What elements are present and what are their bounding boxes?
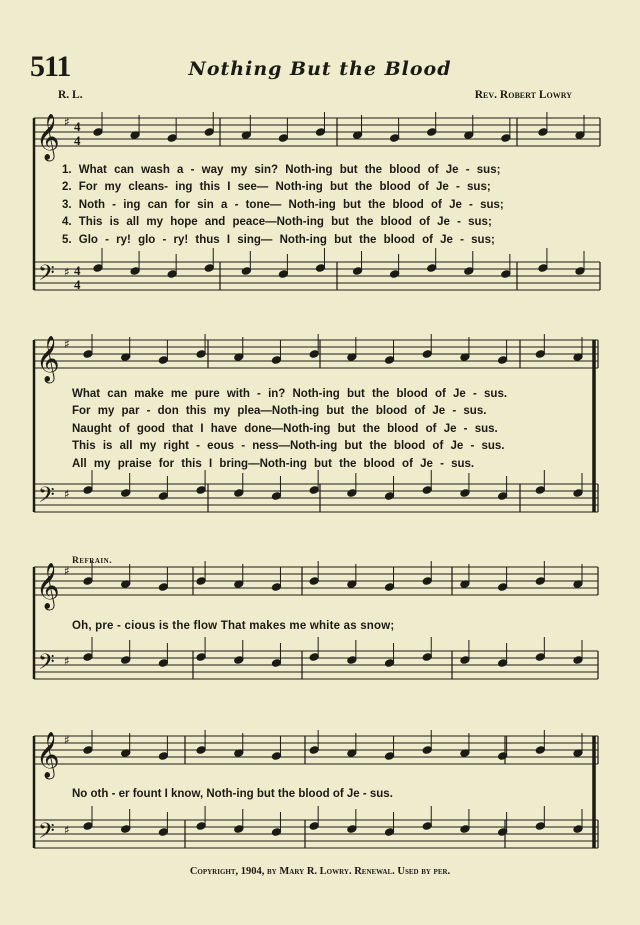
note-head [460,825,470,834]
note-head [535,822,545,831]
treble-clef-icon: 𝄞 [36,114,60,160]
note-head [204,264,214,273]
note-head [83,350,93,359]
note-head [422,486,432,495]
refrain-lyric-line-2: No oth - er fount I know, Noth-ing but the blood of Je - sus. [72,788,393,800]
note-head [278,270,288,279]
note-head [196,746,206,755]
hymn-title: Nothing But the Blood [188,58,452,80]
note-head [309,746,319,755]
note-head [271,492,281,501]
note-head [130,267,140,276]
note-head [535,653,545,662]
note-head [538,264,548,273]
time-signature: 4 [74,119,81,134]
note-head [234,656,244,665]
note-head [167,270,177,279]
note-head [353,267,363,276]
key-sharp-icon: ♯ [64,337,70,351]
note-head [498,659,508,668]
note-head [385,356,395,365]
note-head [464,267,474,276]
copyright-notice: Copyright, 1904, by Mary R. Lowry. Renewal. Used by per. [189,866,451,877]
key-sharp-icon: ♯ [64,654,70,668]
note-head [315,128,325,137]
verse-lyric-line: This is all my right - eous - ness—Noth-ing but the blood of Je - sus. [72,440,505,453]
note-head [271,583,281,592]
note-head [83,577,93,586]
note-head [196,486,206,495]
note-head [278,134,288,143]
note-head [460,656,470,665]
time-signature: 4 [74,133,81,148]
note-head [158,752,168,761]
note-head [347,656,357,665]
note-head [575,267,585,276]
note-head [158,828,168,837]
note-head [158,492,168,501]
verse-lyric-line: 1. What can wash a - way my sin? Noth-ing but the blood of Je - sus; [62,164,501,176]
key-sharp-icon: ♯ [64,733,70,747]
note-head [535,577,545,586]
bass-clef-icon: 𝄢 [38,819,55,849]
verse-lyric-line: 2. For my cleans- ing this I see— Noth-ing but the blood of Je - sus; [62,181,491,194]
note-head [83,653,93,662]
note-head [385,828,395,837]
note-head [121,489,131,498]
note-head [427,128,437,137]
note-head [385,659,395,668]
verse-lyric-line: All my praise for this I bring—Noth-ing but the blood of Je - sus. [72,457,475,470]
bass-clef-icon: 𝄢 [38,650,55,680]
note-head [309,653,319,662]
note-head [93,128,103,137]
refrain-label: Refrain. [72,556,113,566]
note-head [573,656,583,665]
note-head [347,489,357,498]
note-head [385,583,395,592]
note-head [422,822,432,831]
note-head [498,492,508,501]
note-head [460,489,470,498]
key-sharp-icon: ♯ [64,115,70,129]
refrain-lyric-line-1: Oh, pre - cious is the flow That makes me white as snow; [72,620,395,632]
note-head [167,134,177,143]
time-signature: 4 [74,277,81,292]
note-head [315,264,325,273]
note-head [498,356,508,365]
composer-credit: Rev. Robert Lowry [474,89,572,101]
note-head [271,828,281,837]
note-head [271,659,281,668]
lyricist-credit: R. L. [58,89,83,101]
note-head [535,350,545,359]
note-head [83,746,93,755]
note-head [83,822,93,831]
note-head [158,583,168,592]
note-head [196,653,206,662]
note-head [422,350,432,359]
note-head [427,264,437,273]
note-head [390,134,400,143]
note-head [501,134,511,143]
note-head [347,825,357,834]
verse-lyric-line: 4. This is all my hope and peace—Noth-ing but the blood of Je - sus; [62,216,492,229]
note-head [196,350,206,359]
note-head [309,577,319,586]
verse-lyric-line: 5. Glo - ry! glo - ry! thus I sing— Noth-ing but the blood of Je - sus; [62,233,495,246]
note-head [498,828,508,837]
note-head [158,659,168,668]
note-head [535,746,545,755]
note-head [390,270,400,279]
note-head [385,752,395,761]
note-head [498,583,508,592]
note-head [196,577,206,586]
note-head [158,356,168,365]
note-head [83,486,93,495]
note-head [422,746,432,755]
treble-clef-icon: 𝄞 [36,732,60,778]
verse-lyric-line: What can make me pure with - in? Noth-ing but the blood of Je - sus. [72,388,508,400]
note-head [309,350,319,359]
note-head [271,356,281,365]
note-head [271,752,281,761]
note-head [573,489,583,498]
note-head [121,656,131,665]
treble-clef-icon: 𝄞 [36,563,60,609]
note-head [422,577,432,586]
note-head [204,128,214,137]
verse-lyric-line: 3. Noth - ing can for sin a - tone— Noth-ing but the blood of Je - sus; [62,198,504,211]
time-signature: 4 [74,263,81,278]
note-head [241,267,251,276]
key-sharp-icon: ♯ [64,265,70,279]
note-head [234,825,244,834]
note-head [385,492,395,501]
key-sharp-icon: ♯ [64,823,70,837]
key-sharp-icon: ♯ [64,564,70,578]
note-head [422,653,432,662]
note-head [501,270,511,279]
bass-clef-icon: 𝄢 [38,483,55,513]
note-head [234,489,244,498]
bass-clef-icon: 𝄢 [38,261,55,291]
note-head [196,822,206,831]
note-head [309,486,319,495]
note-head [535,486,545,495]
treble-clef-icon: 𝄞 [36,336,60,382]
note-head [121,825,131,834]
note-head [309,822,319,831]
verse-lyric-line: Naught of good that I have done—Noth-ing but the blood of Je - sus. [72,422,498,435]
verse-lyric-line: For my par - don this my plea—Noth-ing but the blood of Je - sus. [72,405,487,418]
key-sharp-icon: ♯ [64,487,70,501]
note-head [573,825,583,834]
hymn-number: 511 [30,50,71,83]
note-head [93,264,103,273]
note-head [498,752,508,761]
note-head [538,128,548,137]
